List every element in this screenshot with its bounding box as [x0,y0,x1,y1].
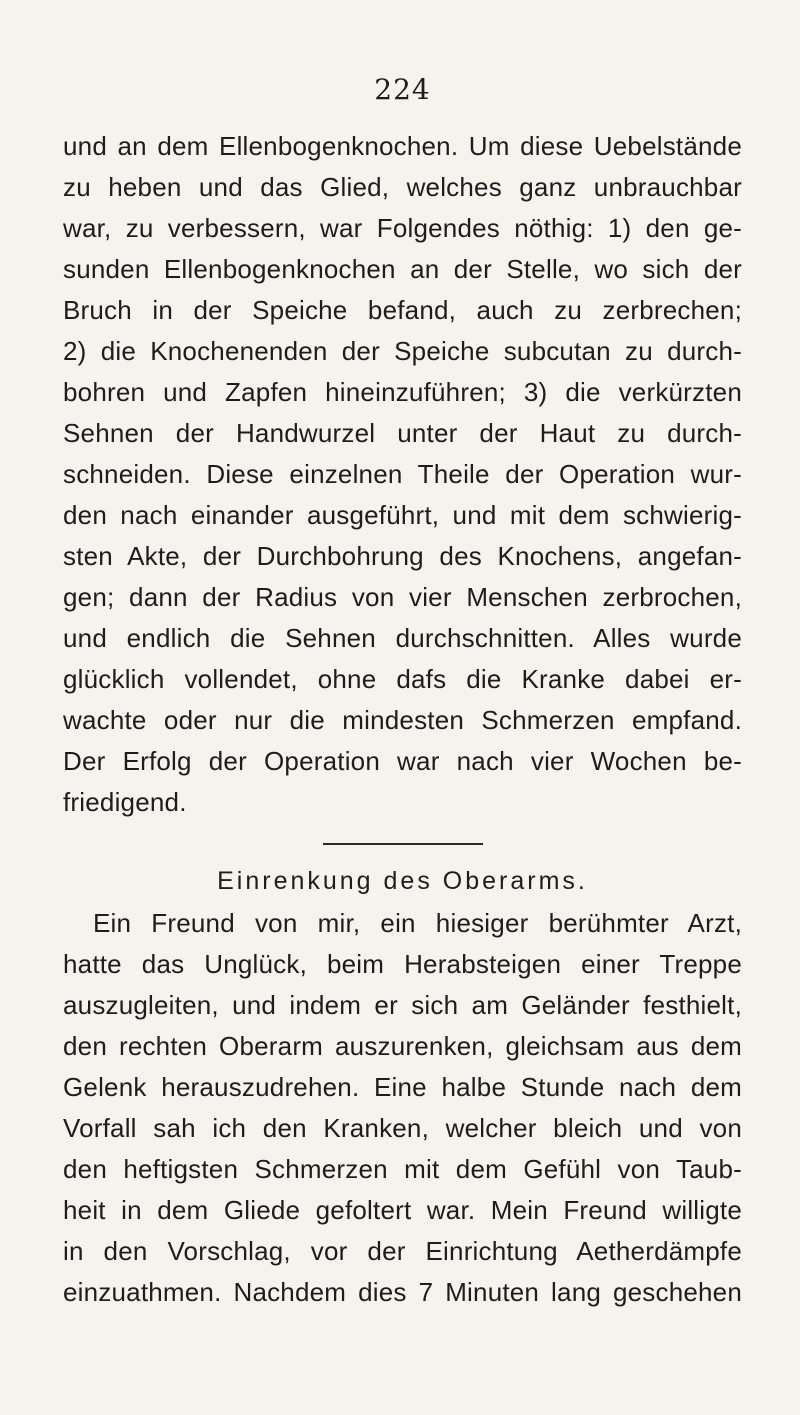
text-line: zu heben und das Glied, welches ganz unbrauchbar [63,172,742,202]
text-line: auszugleiten, und indem er sich am Geländer festhielt, [63,990,742,1020]
paragraph-dislocation-case [63,903,742,1313]
page-number: 224 [374,73,431,106]
text-line: Der Erfolg der Operation war nach vier Wochen be- [63,746,742,776]
text-line: Sehnen der Handwurzel unter der Haut zu durch- [63,418,742,448]
text-line: Gelenk herauszudrehen. Eine halbe Stunde nach dem [63,1072,742,1102]
text-line: wachte oder nur die mindesten Schmerzen empfand. [63,705,742,735]
text-line: sunden Ellenbogenknochen an der Stelle, wo sich der [63,254,742,284]
text-line: sten Akte, der Durchbohrung des Knochens, angefan- [63,541,742,571]
section-divider [323,843,483,845]
text-line: bohren und Zapfen hineinzuführen; 3) die verkürzten [63,377,742,407]
text-line: und an dem Ellenbogenknochen. Um diese Uebelstände [63,131,742,161]
section-title: Einrenkung des Oberarms. [217,867,588,895]
text-line: und endlich die Sehnen durchschnitten. Alles wurde [63,623,742,653]
text-line: in den Vorschlag, vor der Einrichtung Aetherdämpfe [63,1236,742,1266]
text-line: den nach einander ausgeführt, und mit dem schwierig- [63,500,742,530]
text-line: schneiden. Diese einzelnen Theile der Operation wur- [63,459,742,489]
text-line: einzuathmen. Nachdem dies 7 Minuten lang geschehen [63,1277,742,1307]
text-line: den rechten Oberarm auszurenken, gleichsam aus dem [63,1031,742,1061]
text-line: heit in dem Gliede gefoltert war. Mein Freund willigte [63,1195,742,1225]
text-line: war, zu verbessern, war Folgendes nöthig: 1) den ge- [63,213,742,243]
text-line: glücklich vollendet, ohne dafs die Kranke dabei er- [63,664,742,694]
paragraph-operation-report [63,126,742,823]
text-line: gen; dann der Radius von vier Menschen zerbrochen, [63,582,742,612]
text-line: 2) die Knochenenden der Speiche subcutan zu durch- [63,336,742,366]
text-line: Vorfall sah ich den Kranken, welcher bleich und von [63,1113,742,1143]
text-line: den heftigsten Schmerzen mit dem Gefühl von Taub- [63,1154,742,1184]
text-line: hatte das Unglück, beim Herabsteigen einer Treppe [63,949,742,979]
text-line: Ein Freund von mir, ein hiesiger berühmter Arzt, [93,908,742,938]
text-line: friedigend. [63,787,187,817]
text-line: Bruch in der Speiche befand, auch zu zerbrechen; [63,295,742,325]
